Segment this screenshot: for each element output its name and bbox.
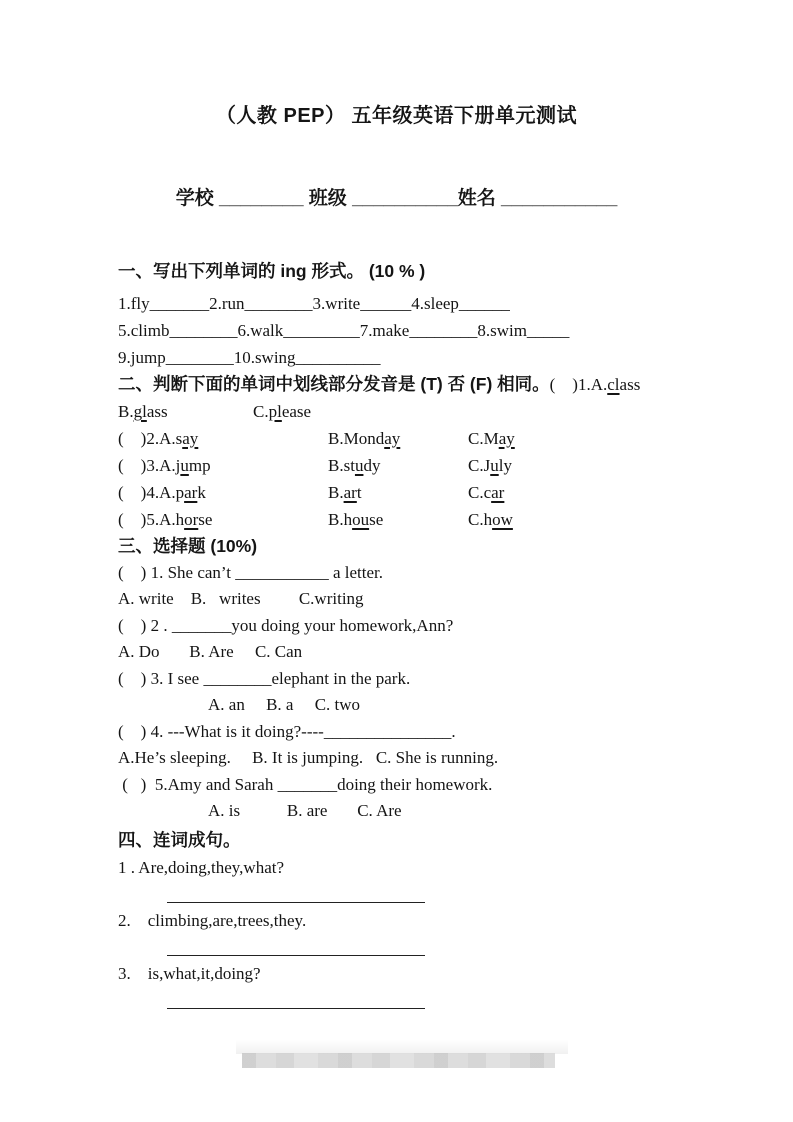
answer-blank	[118, 987, 684, 1013]
wordlist-line: 5.climb________6.walk_________7.make________8.swim_____	[118, 321, 570, 340]
phonics-pre: c	[483, 483, 492, 502]
option-label: C.	[468, 456, 484, 475]
phonics-word	[484, 510, 513, 529]
phonics-underline: ar	[184, 483, 198, 502]
phonics-pre: st	[343, 456, 355, 475]
question-line: ( ) 3. I see ________elephant in the park.	[118, 668, 411, 688]
phonics-word	[176, 510, 213, 529]
rearrange-item: 3. is,what,it,doing?	[118, 963, 261, 983]
phonics-pre: h	[483, 510, 493, 529]
phonics-item-prefix: ( )1.A.	[549, 375, 608, 394]
phonics-underline: gl	[133, 402, 147, 421]
phonics-pre: s	[175, 429, 183, 448]
answer-blank	[118, 934, 684, 960]
phonics-word	[176, 456, 211, 475]
phonics-word	[607, 375, 640, 394]
phonics-pre: M	[483, 429, 499, 448]
phonics-underline: ay	[384, 429, 401, 448]
phonics-post: k	[197, 483, 206, 502]
phonics-underline: or	[184, 510, 199, 529]
phonics-pre: h	[343, 510, 353, 529]
options-line: A. is B. are C. Are	[208, 801, 402, 820]
phonics-word	[176, 429, 199, 448]
option-label: C.	[468, 483, 484, 502]
phonics-pre: Mond	[343, 429, 385, 448]
redacted-watermark	[242, 1053, 555, 1068]
phonics-underline: cl	[607, 375, 620, 394]
watermark-halo	[236, 1040, 568, 1054]
phonics-item-prefix: ( )3.A.	[118, 456, 176, 475]
phonics-option-a	[118, 425, 328, 452]
phonics-pre: h	[175, 510, 185, 529]
phonics-row	[118, 452, 684, 479]
phonics-underline: ay	[498, 429, 515, 448]
section2-heading: 二、判断下面的单词中划线部分发音是 (T) 否 (F) 相同。	[118, 374, 550, 394]
question-line: ( ) 4. ---What is it doing?----_______________.	[118, 721, 456, 741]
phonics-word	[484, 483, 505, 502]
phonics-word	[176, 483, 206, 502]
phonics-row	[118, 506, 684, 533]
phonics-post: dy	[363, 456, 381, 475]
option-label: B.	[328, 483, 344, 502]
blank-rule	[167, 1008, 425, 1009]
section-4	[118, 827, 684, 1013]
option-label: B.	[328, 429, 344, 448]
phonics-option-b	[328, 506, 468, 533]
phonics-option-c	[253, 402, 311, 421]
phonics-pre: J	[483, 456, 491, 475]
question-line: ( ) 5.Amy and Sarah _______doing their homework.	[118, 774, 493, 794]
section3-heading: 三、选择题 (10%)	[118, 536, 258, 556]
phonics-post: se	[369, 510, 384, 529]
phonics-row	[118, 398, 684, 425]
options-line: A. write B. writes C.writing	[118, 589, 364, 608]
phonics-underline: pl	[268, 402, 282, 421]
phonics-word	[134, 402, 168, 421]
phonics-option-a	[118, 479, 328, 506]
phonics-option-a	[118, 452, 328, 479]
section2-heading-line	[118, 371, 684, 398]
question-line: ( ) 2 . _______you doing your homework,Ann?	[118, 615, 454, 635]
page-title: （人教 PEP） 五年级英语下册单元测试	[215, 105, 578, 127]
phonics-word	[484, 429, 515, 448]
blank-rule	[167, 902, 425, 903]
phonics-option-b	[328, 425, 468, 452]
phonics-word	[344, 429, 401, 448]
phonics-option-a	[118, 506, 328, 533]
rearrange-item: 2. climbing,are,trees,they.	[118, 910, 307, 930]
section1-heading: 一、写出下列单词的 ing 形式。 (10 % )	[118, 261, 426, 281]
phonics-option-b	[328, 479, 468, 506]
student-info-line: 学校 ________ 班级 __________姓名 ___________	[175, 188, 618, 209]
phonics-item-prefix: ( )2.A.	[118, 429, 176, 448]
phonics-word	[344, 510, 384, 529]
exam-body	[118, 258, 684, 1013]
options-line: A. Do B. Are C. Can	[118, 642, 303, 661]
blank-rule	[167, 955, 425, 956]
phonics-row	[118, 425, 684, 452]
phonics-post: t	[356, 483, 362, 502]
phonics-word	[344, 456, 381, 475]
option-label: C.	[253, 402, 269, 421]
phonics-underline: ar	[491, 483, 505, 502]
phonics-underline: u	[354, 456, 364, 475]
wordlist-line: 9.jump________10.swing__________	[118, 348, 381, 367]
phonics-word	[344, 483, 362, 502]
phonics-post: ass	[146, 402, 168, 421]
phonics-option-c	[468, 452, 512, 479]
phonics-post: mp	[188, 456, 211, 475]
phonics-underline: ow	[492, 510, 513, 529]
phonics-underline: ar	[343, 483, 357, 502]
phonics-pre: p	[175, 483, 185, 502]
option-label: B.	[328, 510, 344, 529]
phonics-option-b	[118, 398, 253, 425]
phonics-row	[118, 479, 684, 506]
wordlist-line: 1.fly_______2.run________3.write______4.sleep______	[118, 294, 510, 313]
section4-heading: 四、连词成句。	[118, 829, 241, 850]
phonics-underline: ay	[182, 429, 199, 448]
phonics-underline: u	[180, 456, 189, 475]
phonics-item-prefix: ( )4.A.	[118, 483, 176, 502]
phonics-option-b	[328, 452, 468, 479]
phonics-option-c	[468, 479, 504, 506]
option-label: C.	[468, 510, 484, 529]
options-line: A.He’s sleeping. B. It is jumping. C. She is running.	[118, 748, 499, 767]
phonics-word	[269, 402, 312, 421]
question-line: ( ) 1. She can’t ___________ a letter.	[118, 562, 384, 582]
option-label: C.	[468, 429, 484, 448]
rearrange-item: 1 . Are,doing,they,what?	[118, 857, 285, 877]
phonics-option-c	[468, 506, 513, 533]
section-3	[118, 533, 684, 825]
phonics-word	[484, 456, 512, 475]
phonics-post: se	[198, 510, 213, 529]
option-label: B.	[118, 402, 134, 421]
phonics-pre: j	[175, 456, 181, 475]
answer-blank	[118, 881, 684, 907]
phonics-post: ass	[619, 375, 641, 394]
phonics-post: ly	[498, 456, 512, 475]
section-1	[118, 258, 684, 371]
phonics-option-c	[468, 425, 515, 452]
options-line: A. an B. a C. two	[208, 695, 361, 714]
phonics-item-prefix: ( )5.A.	[118, 510, 176, 529]
section-2	[118, 371, 684, 533]
phonics-underline: ou	[352, 510, 370, 529]
phonics-underline: u	[490, 456, 499, 475]
option-label: B.	[328, 456, 344, 475]
phonics-post: ease	[281, 402, 312, 421]
